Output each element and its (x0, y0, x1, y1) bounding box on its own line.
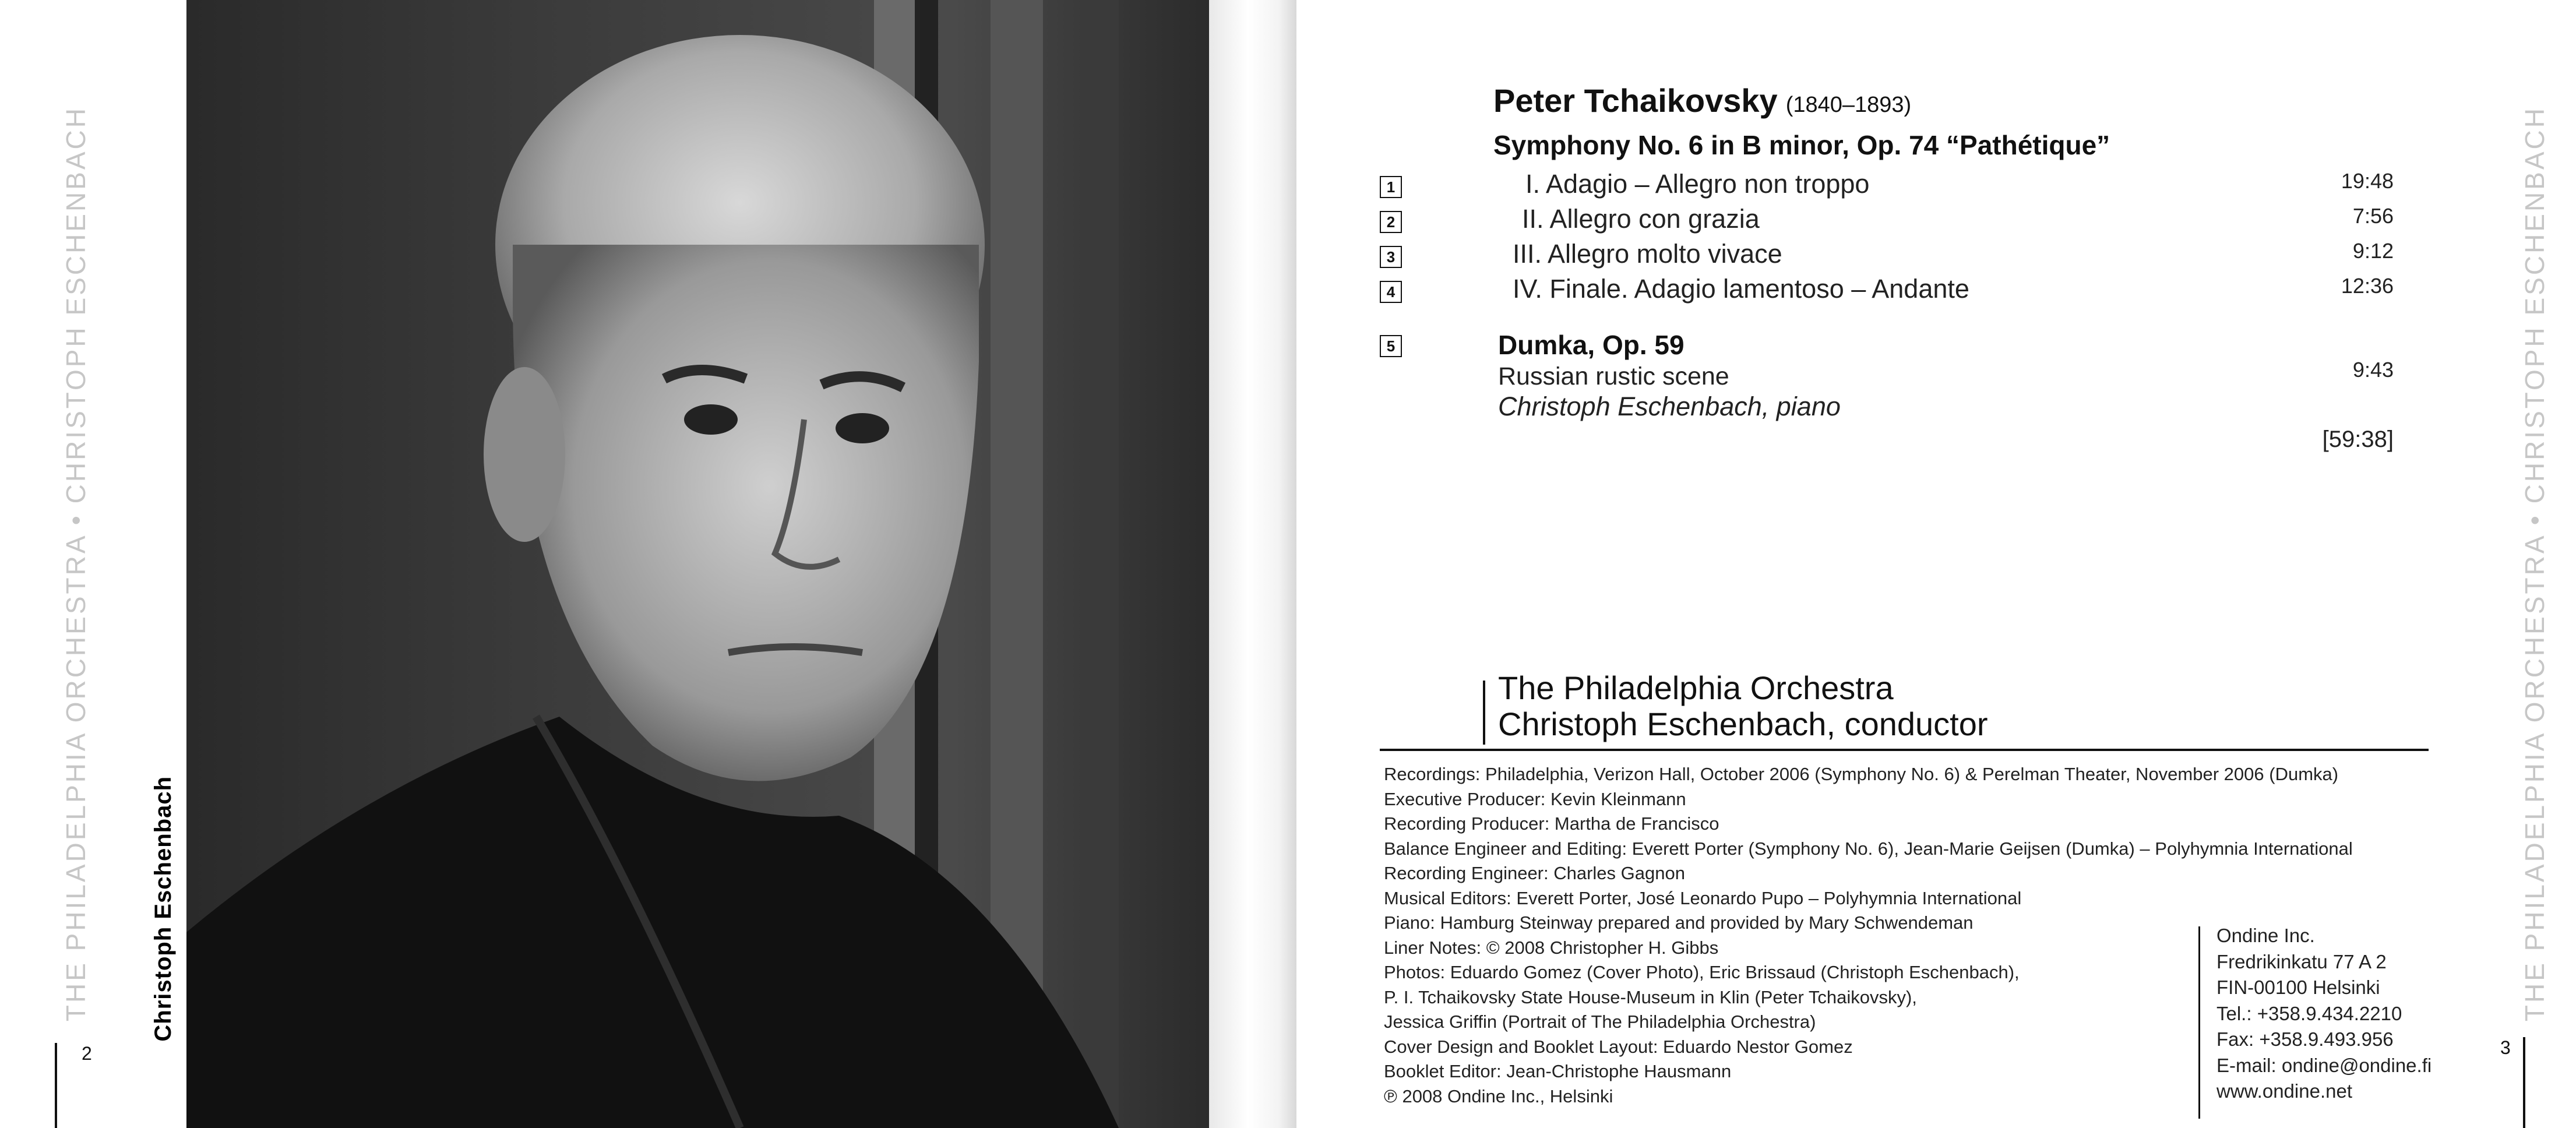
work-title: Symphony No. 6 in B minor, Op. 74 “Pathétique” (1493, 130, 2110, 160)
orchestra-rule (1483, 681, 1485, 745)
photo-caption-text: Christoph Eschenbach (150, 776, 176, 1042)
dumka-subtitle: Russian rustic scene (1498, 362, 1729, 390)
address-website[interactable]: www.ondine.net (2216, 1080, 2352, 1102)
composer-name: Peter Tchaikovsky (1493, 82, 1778, 119)
track-duration: 12:36 (2341, 274, 2394, 298)
address-email[interactable]: E-mail: ondine@ondine.fi (2216, 1054, 2432, 1076)
track-number-box: 5 (1380, 335, 1402, 357)
track-title: III. Allegro molto vivace (1513, 239, 1782, 269)
address-line: Tel.: +358.9.434.2210 (2216, 1002, 2402, 1024)
track-title: II. Allegro con grazia (1522, 204, 1760, 234)
credit-line: Musical Editors: Everett Porter, José Leonardo Pupo – Polyhymnia International (1384, 887, 2022, 908)
left-page-rule (55, 1043, 57, 1128)
track-title: IV. Finale. Adagio lamentoso – Andante (1513, 274, 1969, 304)
track-number-box: 4 (1380, 281, 1402, 303)
composer-heading (1493, 82, 1911, 119)
credit-line: P. I. Tchaikovsky State House-Museum in Klin (Peter Tchaikovsky), (1384, 986, 1917, 1007)
total-time: [59:38] (2322, 426, 2394, 452)
dumka-performer: Christoph Eschenbach, piano (1498, 392, 1841, 421)
right-spine (2500, 0, 2570, 1128)
track-number-box: 2 (1380, 211, 1402, 233)
address-line: Ondine Inc. (2216, 925, 2315, 946)
credit-line: ℗ 2008 Ondine Inc., Helsinki (1384, 1085, 1613, 1106)
label-address (2216, 923, 2431, 1105)
credit-line: Piano: Hamburg Steinway prepared and provided by Mary Schwendeman (1384, 912, 1974, 933)
credit-line: Cover Design and Booklet Layout: Eduardo Nestor Gomez (1384, 1036, 1853, 1057)
address-line: FIN-00100 Helsinki (2216, 977, 2380, 998)
credit-line: Photos: Eduardo Gomez (Cover Photo), Eric Brissaud (Christoph Eschenbach), (1384, 962, 2020, 982)
left-spine-text: THE PHILADELPHIA ORCHESTRA • CHRISTOPH ESCHENBACH (61, 106, 91, 1022)
track-duration: 7:56 (2352, 204, 2394, 228)
credits-rule (1380, 749, 2429, 751)
composer-dates: (1840–1893) (1785, 93, 1912, 117)
address-line: Fax: +358.9.493.956 (2216, 1028, 2394, 1050)
credit-line: Recording Producer: Martha de Francisco (1384, 813, 1719, 834)
dumka-title: Dumka, Op. 59 (1498, 330, 1685, 360)
right-page-number: 3 (2500, 1037, 2511, 1058)
right-spine-text: THE PHILADELPHIA ORCHESTRA • CHRISTOPH ESCHENBACH (2519, 106, 2550, 1022)
orchestra-name: The Philadelphia Orchestra (1498, 669, 1894, 706)
left-spine (41, 0, 111, 1128)
portrait-photo (186, 0, 1209, 1128)
credit-line: Booklet Editor: Jean-Christophe Hausmann (1384, 1061, 1732, 1081)
track-duration: 9:12 (2352, 239, 2394, 263)
track-number-box: 1 (1380, 176, 1402, 198)
address-rule (2198, 926, 2200, 1119)
portrait-illustration (186, 0, 1209, 1128)
credit-line: Balance Engineer and Editing: Everett Porter (Symphony No. 6), Jean-Marie Geijsen (Dumka) – Polyhymnia International (1384, 838, 2353, 859)
credit-line: Executive Producer: Kevin Kleinmann (1384, 788, 1686, 809)
credits-list (1384, 762, 2353, 1109)
address-line: Fredrikinkatu 77 A 2 (2216, 950, 2387, 972)
photo-caption (140, 757, 186, 1060)
credit-line: Liner Notes: © 2008 Christopher H. Gibbs (1384, 937, 1719, 958)
credit-line: Jessica Griffin (Portrait of The Philadelphia Orchestra) (1384, 1011, 1816, 1032)
left-page-number: 2 (82, 1043, 92, 1064)
credit-line: Recording Engineer: Charles Gagnon (1384, 863, 1685, 883)
track-title: I. Adagio – Allegro non troppo (1525, 169, 1870, 199)
track-duration: 9:43 (2352, 358, 2394, 382)
conductor-name: Christoph Eschenbach, conductor (1498, 706, 1988, 742)
page-gutter (1209, 0, 1296, 1128)
track-duration: 19:48 (2341, 169, 2394, 193)
track-number-box: 3 (1380, 246, 1402, 268)
credit-line: Recordings: Philadelphia, Verizon Hall, October 2006 (Symphony No. 6) & Perelman Theater, November 2006 (Dumka) (1384, 764, 2339, 784)
